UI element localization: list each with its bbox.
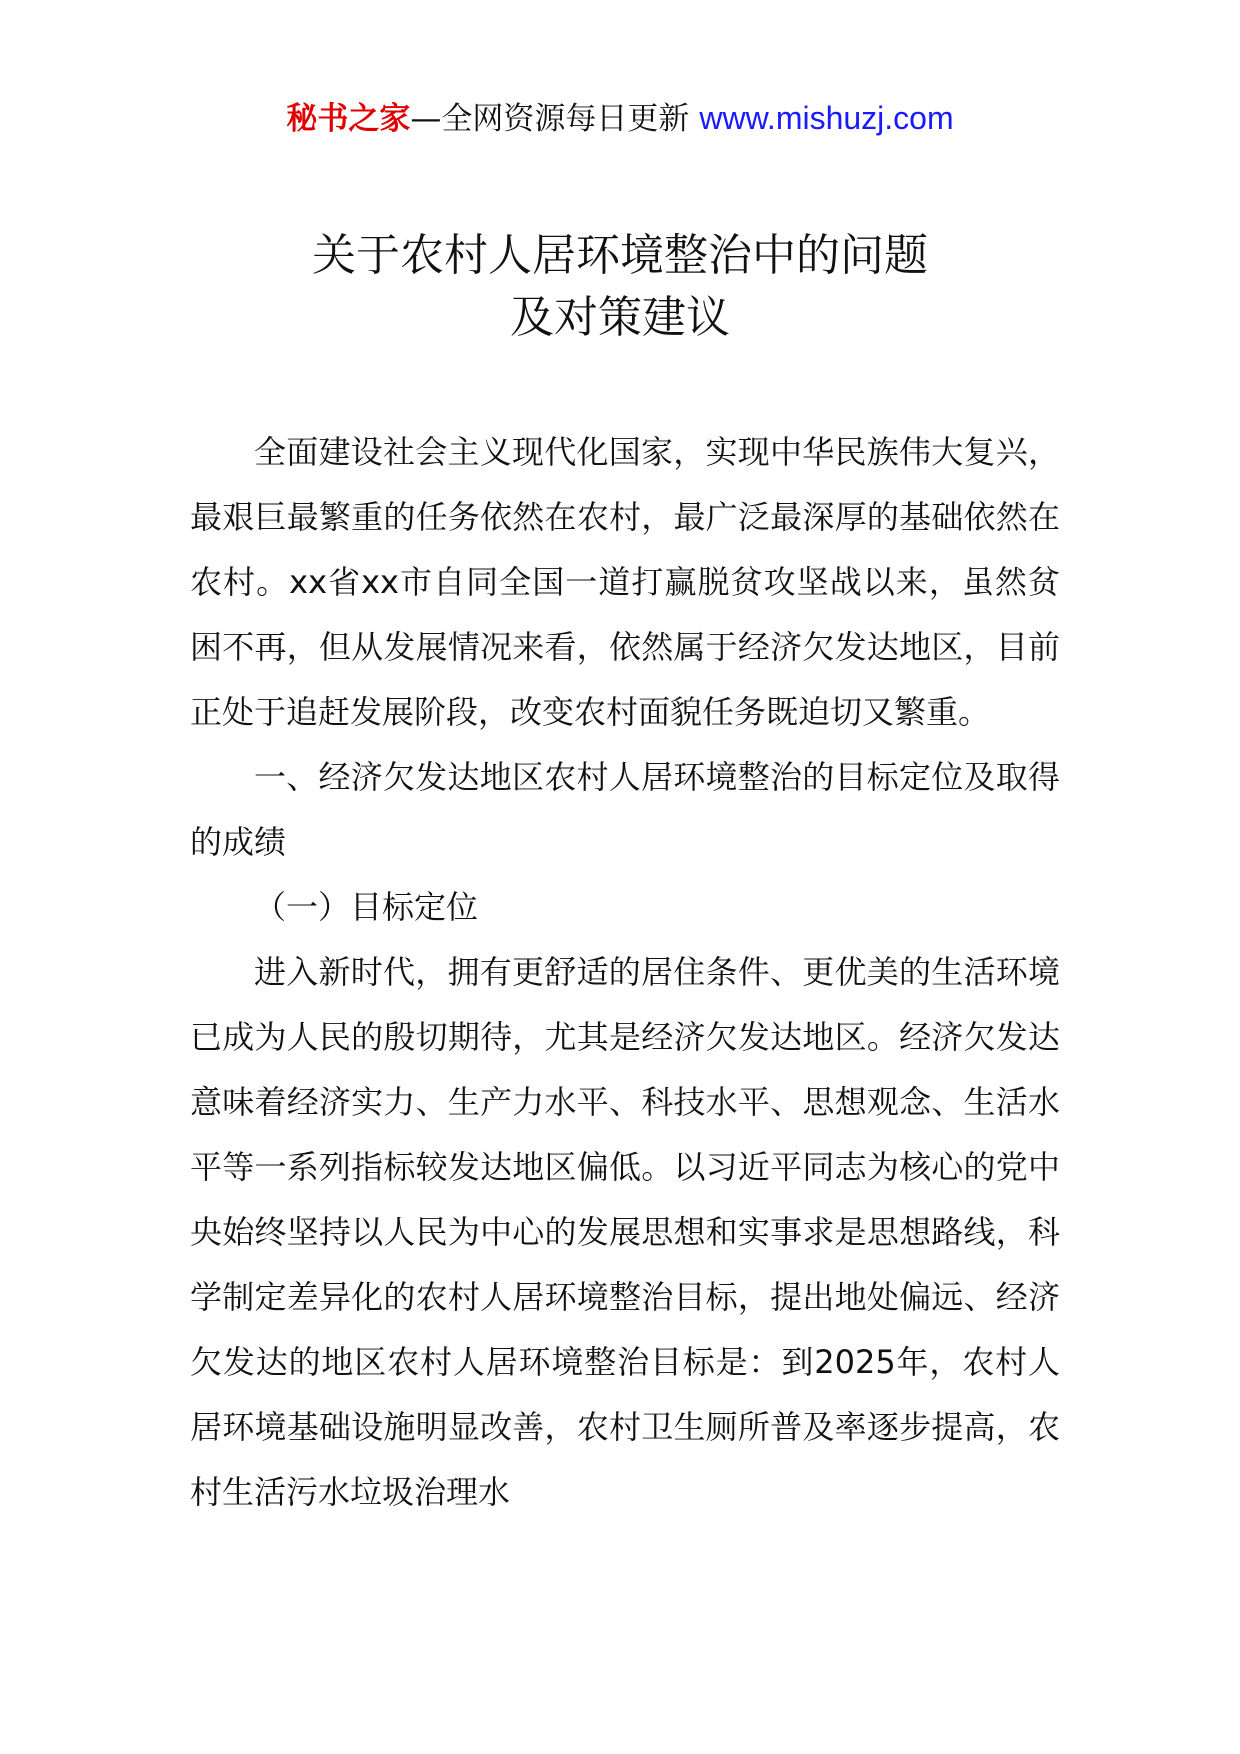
intro-paragraph: 全面建设社会主义现代化国家，实现中华民族伟大复兴，最艰巨最繁重的任务依然在农村，最广泛最深厚的基础依然在农村。xx省xx市自同全国一道打赢脱贫攻坚战以来，虽然贫困不再，但从发展情况来看，依然属于经济欠发达地区，目前正处于追赶发展阶段，改变农村面貌任务既迫切又繁重。 — [190, 433, 1060, 731]
site-brand: 秘书之家 — [286, 101, 411, 137]
title-line-2: 及对策建议 — [510, 292, 730, 343]
subsection-heading-1: （一）目标定位 — [254, 888, 479, 926]
section-heading-1: 一、经济欠发达地区农村人居环境整治的目标定位及取得的成绩 — [190, 758, 1060, 861]
site-slogan: —全网资源每日更新 — [410, 101, 690, 137]
document-title — [0, 225, 1240, 349]
site-url-link[interactable]: www.mishuzj.com — [699, 100, 954, 136]
site-header — [0, 98, 1240, 139]
title-line-1: 关于农村人居环境整治中的问题 — [312, 230, 928, 281]
document-body — [190, 420, 1060, 1525]
subsection-paragraph-1: 进入新时代，拥有更舒适的居住条件、更优美的生活环境已成为人民的殷切期待，尤其是经济欠发达地区。经济欠发达意味着经济实力、生产力水平、科技水平、思想观念、生活水平等一系列指标较发达地区偏低。以习近平同志为核心的党中央始终坚持以人民为中心的发展思想和实事求是思想路线，科学制定差异化的农村人居环境整治目标，提出地处偏远、经济欠发达的地区农村人居环境整治目标是：到2025年，农村人居环境基础设施明显改善，农村卫生厕所普及率逐步提高，农村生活污水垃圾治理水 — [190, 953, 1060, 1511]
